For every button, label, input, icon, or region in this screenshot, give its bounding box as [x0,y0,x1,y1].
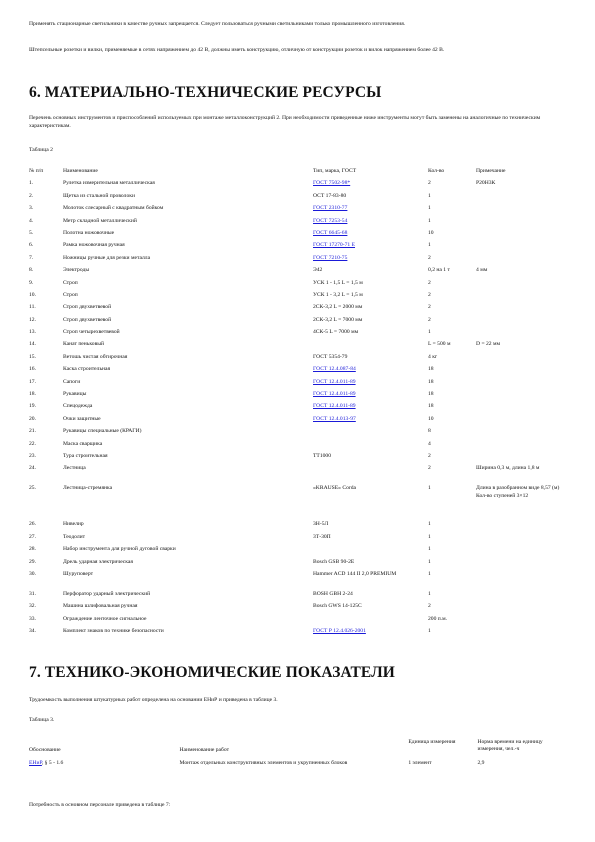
row-qty: 2 [428,279,431,286]
table-row [29,304,569,316]
unit-cell: 1 элемент [408,760,432,767]
table-2-caption: Таблица 2 [29,147,53,153]
row-number: 5. [29,229,34,236]
table-row [29,379,569,391]
row-qty: 1 [428,205,431,212]
table-row [29,559,569,571]
row-number: 23. [29,452,36,459]
row-qty: 200 п.м. [428,615,448,622]
row-qty: 2 [428,603,431,610]
row-note [476,292,569,304]
row-type [313,546,428,558]
row-type [313,391,428,403]
row-qty: 18 [428,403,434,410]
row-note [476,329,569,341]
row-qty: 10 [428,229,434,236]
row-qty: 2 [428,465,431,472]
row-number: 13. [29,329,36,336]
row-number: 29. [29,558,36,565]
row-qty: 1 [428,570,431,577]
row-note [476,571,569,591]
row-name: Канат пеньковый [63,341,104,348]
row-name: Спецодежда [63,403,93,410]
row-qty: 2 [428,180,431,187]
row-name: Перфоратор ударный электрический [63,590,151,597]
row-name: Строп [63,279,78,286]
row-qty: 1 [428,192,431,199]
row-type: BOSH GBH 2-24 [313,590,353,597]
row-note: D = 22 мм [476,341,501,348]
table-row [29,193,569,205]
gost-link[interactable]: ГОСТ 7502-98* [313,180,351,187]
row-note [476,366,569,378]
row-number: 7. [29,254,34,261]
row-qty: 1 [428,533,431,540]
row-type [313,628,428,640]
row-name: Теодолит [63,533,86,540]
row-qty: 18 [428,378,434,385]
row-number: 32. [29,603,36,610]
row-number: 10. [29,291,36,298]
section-6-heading: 6. МАТЕРИАЛЬНО-ТЕХНИЧЕСКИЕ РЕСУРСЫ [29,84,382,101]
row-number: 6. [29,242,34,249]
row-note [476,379,569,391]
row-name: Ножницы ручные для резки металла [63,254,151,261]
row-number: 4. [29,217,34,224]
row-name: Маска сварщика [63,440,103,447]
row-type: 3Т-30П [313,533,331,540]
row-number: 17. [29,378,36,385]
intro-paragraph-1: Применять стационарные светильники в качестве ручных запрещается. Следует пользоваться ручными светильниками только промышленного изготовления. [29,21,406,27]
table-row [29,329,569,341]
row-number: 26. [29,521,36,528]
row-note [476,193,569,205]
row-name: Ветошь чистая обтирочная [63,353,128,360]
gost-link[interactable]: ГОСТ 12.4.011-89 [313,378,356,385]
row-qty: 1 [428,590,431,597]
row-number: 28. [29,546,36,553]
gost-link[interactable]: ГОСТ 7210-75 [313,254,348,261]
row-note [476,218,569,230]
row-note [476,317,569,329]
row-number: 8. [29,267,34,274]
row-number: 11. [29,304,36,311]
labor-table [29,739,569,767]
row-name: Рамка ножовочная ручная [63,242,125,249]
row-name: Шуруповерт [63,570,94,577]
header-number: № п/п [29,168,44,174]
table-3-caption: Таблица 3. [29,717,55,723]
gost-link[interactable]: ГОСТ 17270-71 Е [313,242,356,249]
header-work: Наименование работ [179,747,230,753]
row-name: Строп двухветвевой [63,304,112,311]
gost-link[interactable]: ГОСТ Р 12.4.026-2001 [313,628,366,635]
header-basis: Обоснование [29,747,61,753]
row-name: Полотна ножовочные [63,229,115,236]
table-row [29,255,569,267]
basis-rest: , § 5 - 1.6 [41,760,64,767]
gost-link[interactable]: ГОСТ 12.4.087-84 [313,366,356,373]
row-number: 34. [29,628,36,635]
table-row [29,453,569,465]
row-name: Машина шлифовальная ручная [63,603,138,610]
table-row [29,534,569,546]
resources-table-body [29,180,569,640]
row-note: 4 мм [476,267,488,274]
row-note [476,354,569,366]
row-name: Молоток слесарный с квадратным бойком [63,205,164,212]
table-row [29,591,569,603]
row-qty: 1 [428,329,431,336]
row-note [476,416,569,428]
row-qty: 10 [428,415,434,422]
row-qty: 8 [428,428,431,435]
row-note [476,230,569,242]
section-7-heading: 7. ТЕХНИКО-ЭКОНОМИЧЕСКИЕ ПОКАЗАТЕЛИ [29,664,395,681]
row-qty: 1 [428,546,431,553]
row-type [313,403,428,415]
row-qty: 1 [428,521,431,528]
row-note [476,280,569,292]
row-qty: 18 [428,391,434,398]
table-row [29,267,569,279]
table-row [29,317,569,329]
row-name: Строп четырехветвевой [63,329,120,336]
table-row [29,391,569,403]
table-row [29,230,569,242]
row-qty: 2 [428,291,431,298]
table-row [29,603,569,615]
row-note [476,534,569,546]
row-name: Набор инструмента для ручной дуговой сварки [63,546,176,553]
row-number: 18. [29,391,36,398]
row-qty: 18 [428,366,434,373]
row-type [313,180,428,192]
row-qty: 1 [428,558,431,565]
table-row [29,242,569,254]
header-type: Тип, марка, ГОСТ [313,168,357,174]
table-row [29,416,569,428]
table-row [29,366,569,378]
row-number: 25. [29,485,36,492]
table-row [29,485,569,521]
row-name: Ограждение ленточное сигнальное [63,615,147,622]
row-type [313,366,428,378]
row-type [313,218,428,230]
row-note [476,205,569,217]
table-row [29,441,569,453]
row-note [476,603,569,615]
row-type [313,379,428,391]
row-type: Bosch GSB 90-2E [313,558,355,565]
row-number: 9. [29,279,34,286]
row-type [313,255,428,267]
row-type [313,416,428,428]
row-number: 31. [29,590,36,597]
row-type: 4СК-5 L = 7000 мм [313,329,359,336]
row-note [476,391,569,403]
row-name: Строп [63,291,78,298]
section-7-footer: Потребность в основном персонале приведена в таблице 7: [29,802,171,808]
row-qty: 4 [428,440,431,447]
row-qty: 2 [428,316,431,323]
labor-table-row [29,760,569,767]
table-row [29,571,569,591]
row-number: 21. [29,428,36,435]
row-note [476,628,569,640]
row-name: Комплект знаков по технике безопасности [63,628,164,635]
row-name: Щетка из стальной проволоки [63,192,135,199]
row-name: Каска строительная [63,366,111,373]
row-note [476,616,569,628]
row-number: 27. [29,533,36,540]
header-unit: Единица измерения [408,739,456,745]
row-type: 2СК-3,2 L = 7000 мм [313,316,363,323]
basis-cell [29,760,180,767]
row-name: Очки защитные [63,415,101,422]
row-type: УСК 1 - 3,2 L = 1,5 м [313,291,363,298]
row-qty: 1 [428,628,431,635]
table-row [29,628,569,640]
header-norm: Норма времени на единицу измерения, чел.-ч [477,739,543,753]
row-type: ТТ1000 [313,452,332,459]
gost-link[interactable]: ГОСТ 12.4.013-97 [313,415,356,422]
row-note [476,453,569,465]
table-row [29,341,569,353]
row-number: 20. [29,415,36,422]
row-qty: 4 кг [428,353,438,360]
row-name: Лестница-стремянка [63,485,113,492]
row-type [313,230,428,242]
row-type [313,441,428,453]
row-note: Ширина 0,3 м, длина 1,8 м [476,465,540,472]
row-name: Дрель ударная электрическая [63,558,133,565]
enir-link[interactable]: ЕНиР [29,760,42,767]
row-qty: 1 [428,485,431,492]
table-header-row [29,168,569,180]
row-note: Р20Н3К [476,180,496,187]
table-row [29,354,569,366]
row-qty: 1 [428,217,431,224]
table-row [29,403,569,415]
table-row [29,616,569,628]
norm-cell: 2,9 [477,760,485,767]
row-note [476,304,569,316]
row-type [313,242,428,254]
gost-link[interactable]: ГОСТ 12.4.011-89 [313,391,356,398]
table-row [29,521,569,533]
row-type: Э42 [313,267,323,274]
row-number: 30. [29,570,36,577]
table-row [29,428,569,440]
row-name: Строп двухветвевой [63,316,112,323]
row-number: 22. [29,440,36,447]
row-number: 15. [29,353,36,360]
row-note [476,441,569,453]
gost-link[interactable]: ГОСТ 2310-77 [313,205,348,212]
header-note: Примечание [476,168,506,174]
section-7-paragraph: Трудоемкость выполнения штукатурных работ определена на основании ЕНиР и приведена в таблице 3. [29,697,278,703]
header-qty: Кол-во [428,168,445,174]
row-note [476,559,569,571]
row-qty: 1 [428,242,431,249]
row-number: 14. [29,341,36,348]
table-row [29,280,569,292]
row-qty: 0,2 на 1 т [428,267,450,274]
row-qty: 2 [428,452,431,459]
row-name: Рулетка измерительная металлическая [63,180,155,187]
row-name: Нивелир [63,521,84,528]
row-name: Рукавицы [63,391,87,398]
table-row [29,465,569,485]
row-name: Сапоги [63,378,81,385]
row-note [476,591,569,603]
row-type: «KRAUSE» Corda [313,485,357,492]
row-type [313,465,428,485]
row-name: Рукавицы специальные (КРАГИ) [63,428,142,435]
header-name: Наименование [63,168,98,174]
table-row [29,205,569,217]
gost-link[interactable]: ГОСТ 7253-54 [313,217,348,224]
intro-paragraph-2: Штепсельные розетки и вилки, применяемые в сетях напряжением до 42 В, должны иметь конструкцию, отличную от конструкции розеток и вилок напряжением более 42 В. [29,47,445,53]
row-qty: L = 500 м [428,341,451,348]
row-note [476,521,569,533]
row-qty: 2 [428,254,431,261]
resources-table [29,168,569,641]
row-number: 1. [29,180,34,187]
row-note [476,546,569,558]
row-type [313,205,428,217]
row-number: 16. [29,366,36,373]
row-type: Bosch GWS 14-125C [313,603,362,610]
table-row [29,180,569,192]
row-note: Длина в разобранном виде 8,57 (м) Кол-во ступеней 3×12 [476,485,560,499]
row-type: 3Н-5Л [313,521,329,528]
row-number: 33. [29,615,36,622]
table-row [29,218,569,230]
row-type: ГОСТ 5354-79 [313,353,348,360]
work-cell: Монтаж отдельных конструктивных элементов и укрупненных блоков [179,760,348,767]
section-6-paragraph: Перечень основных инструментов и приспособлений используемых при монтаже металлоконструкций 2. При необходимости приведенные ниже инструменты могут быть заменены на аналогичные по техническим характеристикам. [29,115,541,129]
row-number: 3. [29,205,34,212]
row-name: Тура строительная [63,452,108,459]
table-row [29,546,569,558]
row-name: Лестница [63,465,86,472]
row-type: 2СК-3,2 L = 2000 мм [313,304,363,311]
row-type: УСК 1 - 1,5 L = 1,5 м [313,279,363,286]
labor-table-header-row [29,739,569,754]
row-type [313,341,428,353]
row-number: 19. [29,403,36,410]
row-note [476,428,569,440]
row-number: 12. [29,316,36,323]
row-type [313,428,428,440]
row-type: Hammer ACD 144 II 2,0 PREMIUM [313,570,397,577]
row-name: Метр складной металлический [63,217,137,224]
row-note [476,255,569,267]
row-qty: 2 [428,304,431,311]
gost-link[interactable]: ГОСТ 12.4.011-89 [313,403,356,410]
row-type [313,616,428,628]
row-number: 2. [29,192,34,199]
row-name: Электроды [63,267,90,274]
table-row [29,292,569,304]
row-type: ОСТ 17-83-80 [313,192,347,199]
row-number: 24. [29,465,36,472]
row-note [476,242,569,254]
gost-link[interactable]: ГОСТ 6645-68 [313,229,348,236]
row-note [476,403,569,415]
